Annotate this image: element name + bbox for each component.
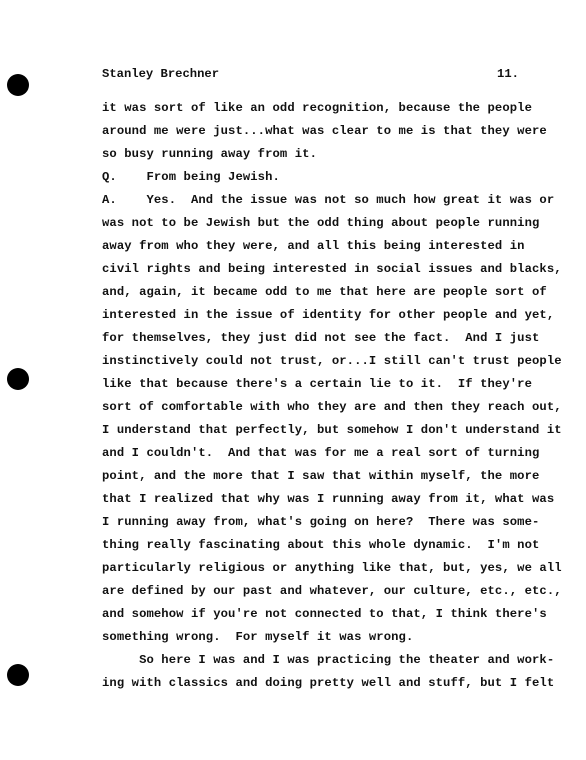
text-line: like that because there's a certain lie to it. If they're xyxy=(102,377,532,391)
text-line: ing with classics and doing pretty well and stuff, but I felt xyxy=(102,676,555,690)
binder-hole-bottom xyxy=(7,664,29,686)
header-interviewee-name: Stanley Brechner xyxy=(102,67,220,81)
text-line: that I realized that why was I running away from it, what was xyxy=(102,492,555,506)
text-line: point, and the more that I saw that within myself, the more xyxy=(102,469,540,483)
question-line: Q. From being Jewish. xyxy=(102,170,280,184)
page-number: 11. xyxy=(497,67,519,81)
text-line: thing really fascinating about this whole dynamic. I'm not xyxy=(102,538,540,552)
answer-line: A. Yes. And the issue was not so much how great it was or xyxy=(102,193,555,207)
text-line: away from who they were, and all this being interested in xyxy=(102,239,525,253)
text-line: and, again, it became odd to me that here are people sort of xyxy=(102,285,547,299)
text-line: something wrong. For myself it was wrong. xyxy=(102,630,414,644)
text-line: I understand that perfectly, but somehow I don't understand it xyxy=(102,423,562,437)
text-line: and somehow if you're not connected to that, I think there's xyxy=(102,607,547,621)
text-line: civil rights and being interested in social issues and blacks, xyxy=(102,262,562,276)
binder-hole-middle xyxy=(7,368,29,390)
text-line: are defined by our past and whatever, our culture, etc., etc., xyxy=(102,584,562,598)
text-line: for themselves, they just did not see the fact. And I just xyxy=(102,331,540,345)
paragraph-start-line: So here I was and I was practicing the theater and work- xyxy=(102,653,555,667)
text-line: so busy running away from it. xyxy=(102,147,317,161)
text-line: and I couldn't. And that was for me a real sort of turning xyxy=(102,446,540,460)
binder-hole-top xyxy=(7,74,29,96)
text-line: interested in the issue of identity for other people and yet, xyxy=(102,308,555,322)
text-line: particularly religious or anything like that, but, yes, we all xyxy=(102,561,562,575)
text-line: it was sort of like an odd recognition, because the people xyxy=(102,101,532,115)
text-line: instinctively could not trust, or...I still can't trust people xyxy=(102,354,562,368)
text-line: sort of comfortable with who they are and then they reach out, xyxy=(102,400,562,414)
text-line: I running away from, what's going on here? There was some- xyxy=(102,515,540,529)
text-line: was not to be Jewish but the odd thing about people running xyxy=(102,216,540,230)
text-line: around me were just...what was clear to me is that they were xyxy=(102,124,547,138)
